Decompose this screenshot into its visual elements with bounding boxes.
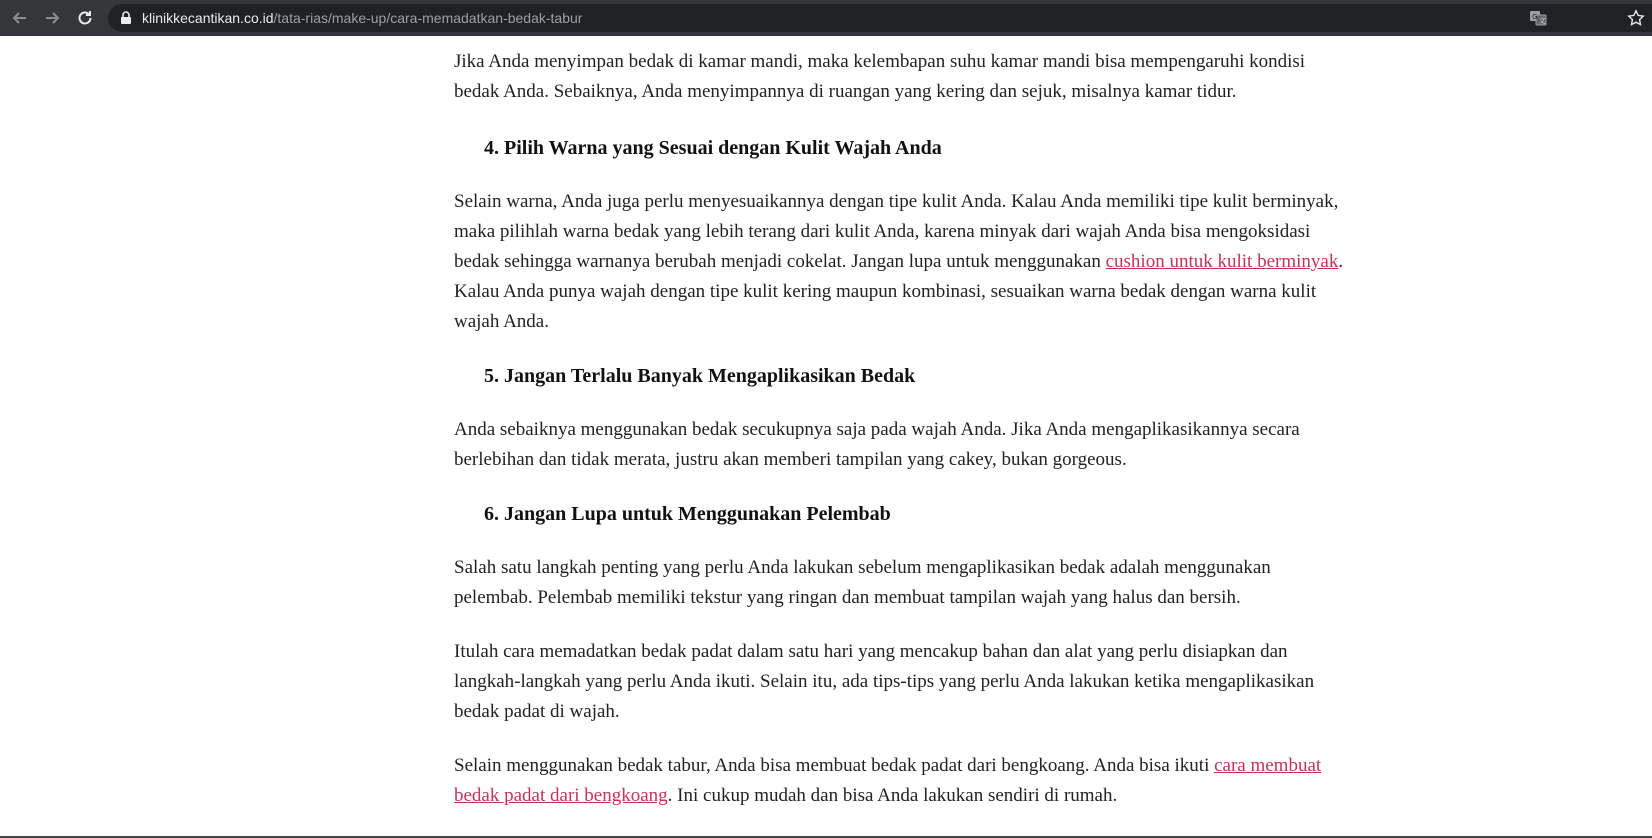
url-text[interactable] (142, 10, 582, 26)
forward-arrow-icon[interactable] (40, 6, 64, 30)
heading-step-5: 5. Jangan Terlalu Banyak Mengaplikasikan Bedak (484, 365, 916, 387)
paragraph-text: Selain warna, Anda juga perlu menyesuaikannya dengan tipe kulit Anda. Kalau Anda memiliki tipe kulit berminyak, maka pilihlah warna bedak yang lebih terang dari kulit Anda, karena minyak dari wajah Anda bisa mengoksidasi bedak sehingga warnanya berubah menjadi cokelat. Jangan lupa untuk menggunakan (454, 191, 1339, 272)
translate-icon[interactable] (1528, 8, 1548, 28)
lock-icon (120, 11, 132, 25)
address-bar[interactable] (108, 4, 1652, 32)
link-cushion-oily-skin[interactable]: cushion untuk kulit berminyak (1105, 251, 1339, 272)
svg-text:G: G (1532, 13, 1538, 21)
paragraph-text: . Ini cukup mudah dan bisa Anda lakukan sendiri di rumah. (667, 785, 1118, 806)
heading-step-4: 4. Pilih Warna yang Sesuai dengan Kulit Wajah Anda (484, 137, 942, 159)
link-bengkoang-powder[interactable]: cara membuat bedak padat dari bengkoang (454, 755, 1322, 806)
paragraph-bengkoang (454, 751, 1354, 811)
paragraph-text: . Kalau Anda punya wajah dengan tipe kulit kering maupun kombinasi, sesuaikan warna bedak dengan warna kulit wajah Anda. (454, 251, 1344, 332)
back-arrow-icon[interactable] (8, 6, 32, 30)
paragraph-text: Selain menggunakan bedak tabur, Anda bisa membuat bedak padat dari bengkoang. Anda bisa ikuti (454, 755, 1215, 776)
paragraph-moisturizer: Salah satu langkah penting yang perlu Anda lakukan sebelum mengaplikasikan bedak adalah menggunakan pelembab. Pelembab memiliki tekstur yang ringan dan membuat tampilan wajah yang halus dan bersih. (454, 557, 1271, 608)
heading-step-6: 6. Jangan Lupa untuk Menggunakan Pelembab (484, 503, 891, 525)
paragraph-apply-amount: Anda sebaiknya menggunakan bedak secukupnya saja pada wajah Anda. Jika Anda mengaplikasikannya secara berlebihan dan tidak merata, justru akan memberi tampilan yang cakey, bukan gorgeous. (454, 419, 1300, 470)
url-path: /tata-rias/make-up/cara-memadatkan-bedak-tabur (273, 10, 583, 26)
article-body (454, 36, 1354, 811)
paragraph-summary: Itulah cara memadatkan bedak padat dalam satu hari yang mencakup bahan dan alat yang perlu disiapkan dan langkah-langkah yang perlu Anda ikuti. Selain itu, ada tips-tips yang perlu Anda lakukan ketika mengaplikasikan bedak padat di wajah. (454, 641, 1315, 722)
browser-toolbar (0, 0, 1652, 36)
paragraph-color-skin (454, 187, 1354, 337)
url-host: klinikkecantikan.co.id (142, 10, 274, 26)
star-icon[interactable] (1626, 8, 1646, 28)
paragraph-storage: Jika Anda menyimpan bedak di kamar mandi, maka kelembapan suhu kamar mandi bisa mempengaruhi kondisi bedak Anda. Sebaiknya, Anda menyimpannya di ruangan yang kering dan sejuk, misalnya kamar tidur. (454, 51, 1306, 102)
svg-text:文: 文 (1538, 17, 1546, 25)
reload-icon[interactable] (73, 6, 97, 30)
